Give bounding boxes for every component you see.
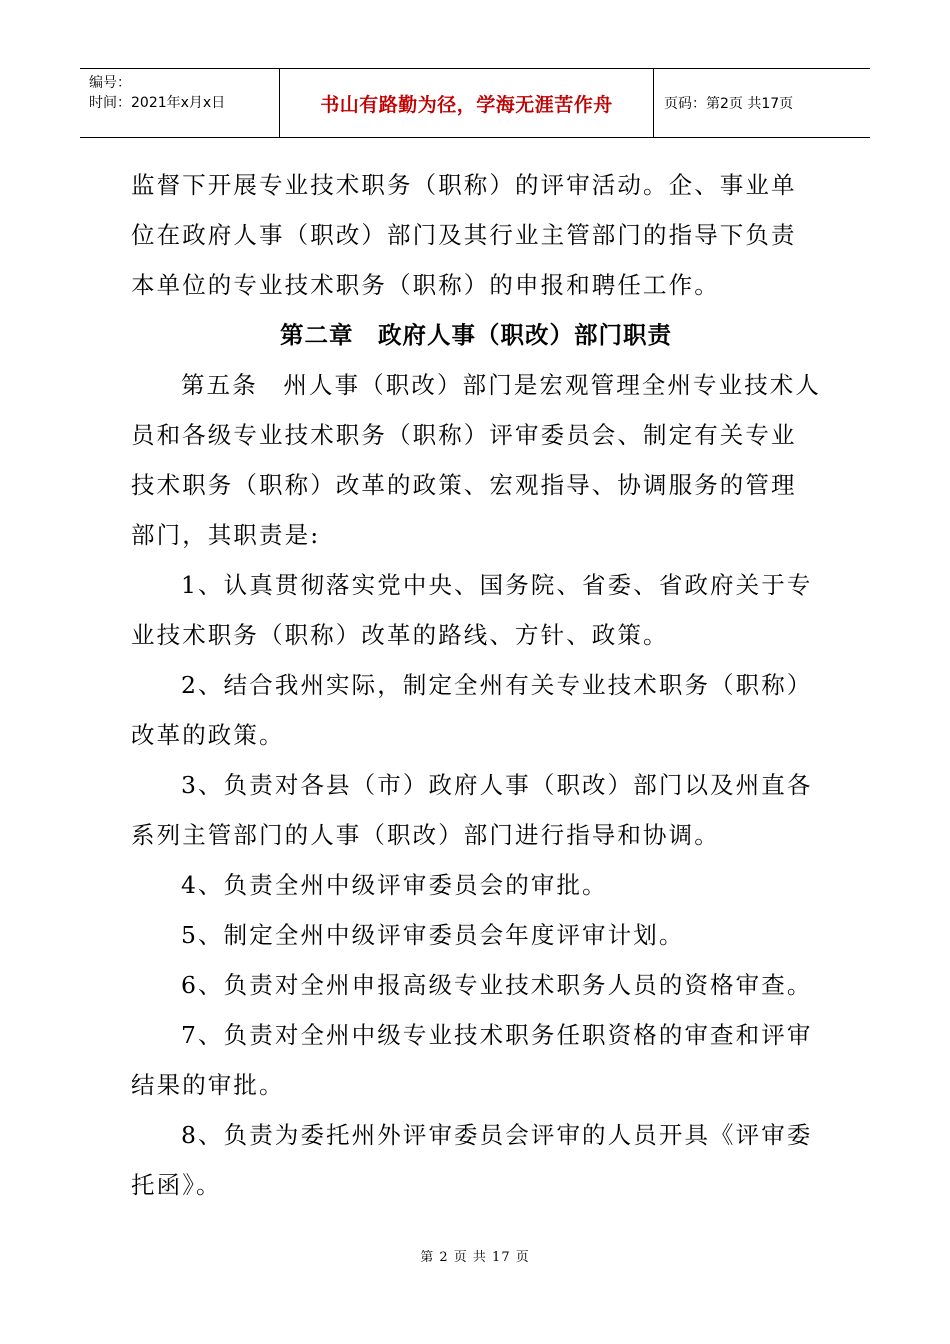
list-item: 5、制定全州中级评审委员会年度评审计划。 [181, 921, 685, 949]
document-body [131, 160, 821, 1210]
list-item: 3、负责对各县（市）政府人事（职改）部门以及州直各系列主管部门的人事（职改）部门进行指导和协调。 [131, 771, 813, 849]
page-footer: 第 2 页 共 17 页 [420, 1250, 530, 1265]
list-item: 4、负责全州中级评审委员会的审批。 [181, 871, 608, 899]
header-page-info: 页码：第2页 共17页 [664, 96, 794, 112]
number-label: 编号： [89, 75, 131, 91]
list-item: 8、负责为委托州外评审委员会评审的人员开具《评审委托函》。 [131, 1121, 813, 1199]
list-item: 7、负责对全州中级专业技术职务任职资格的审查和评审结果的审批。 [131, 1021, 813, 1099]
list-item: 2、结合我州实际，制定全州有关专业技术职务（职称）改革的政策。 [131, 671, 813, 749]
list-item: 6、负责对全州申报高级专业技术职务人员的资格审查。 [181, 971, 813, 999]
date-line: 时间：2021年x月x日 [89, 95, 226, 111]
document-header [80, 68, 870, 138]
paragraph-continuation: 监督下开展专业技术职务（职称）的评审活动。企、事业单位在政府人事（职改）部门及其行业主管部门的指导下负责本单位的专业技术职务（职称）的申报和聘任工作。 [131, 171, 797, 299]
chapter-title: 第二章 政府人事（职改）部门职责 [280, 321, 672, 349]
list-item: 1、认真贯彻落实党中央、国务院、省委、省政府关于专业技术职务（职称）改革的路线、方针、政策。 [131, 571, 813, 649]
header-meta [80, 69, 280, 137]
header-motto: 书山有路勤为径，学海无涯苦作舟 [280, 69, 654, 137]
article-five: 第五条 州人事（职改）部门是宏观管理全州专业技术人员和各级专业技术职务（职称）评审委员会、制定有关专业技术职务（职称）改革的政策、宏观指导、协调服务的管理部门，其职责是: [131, 371, 821, 549]
